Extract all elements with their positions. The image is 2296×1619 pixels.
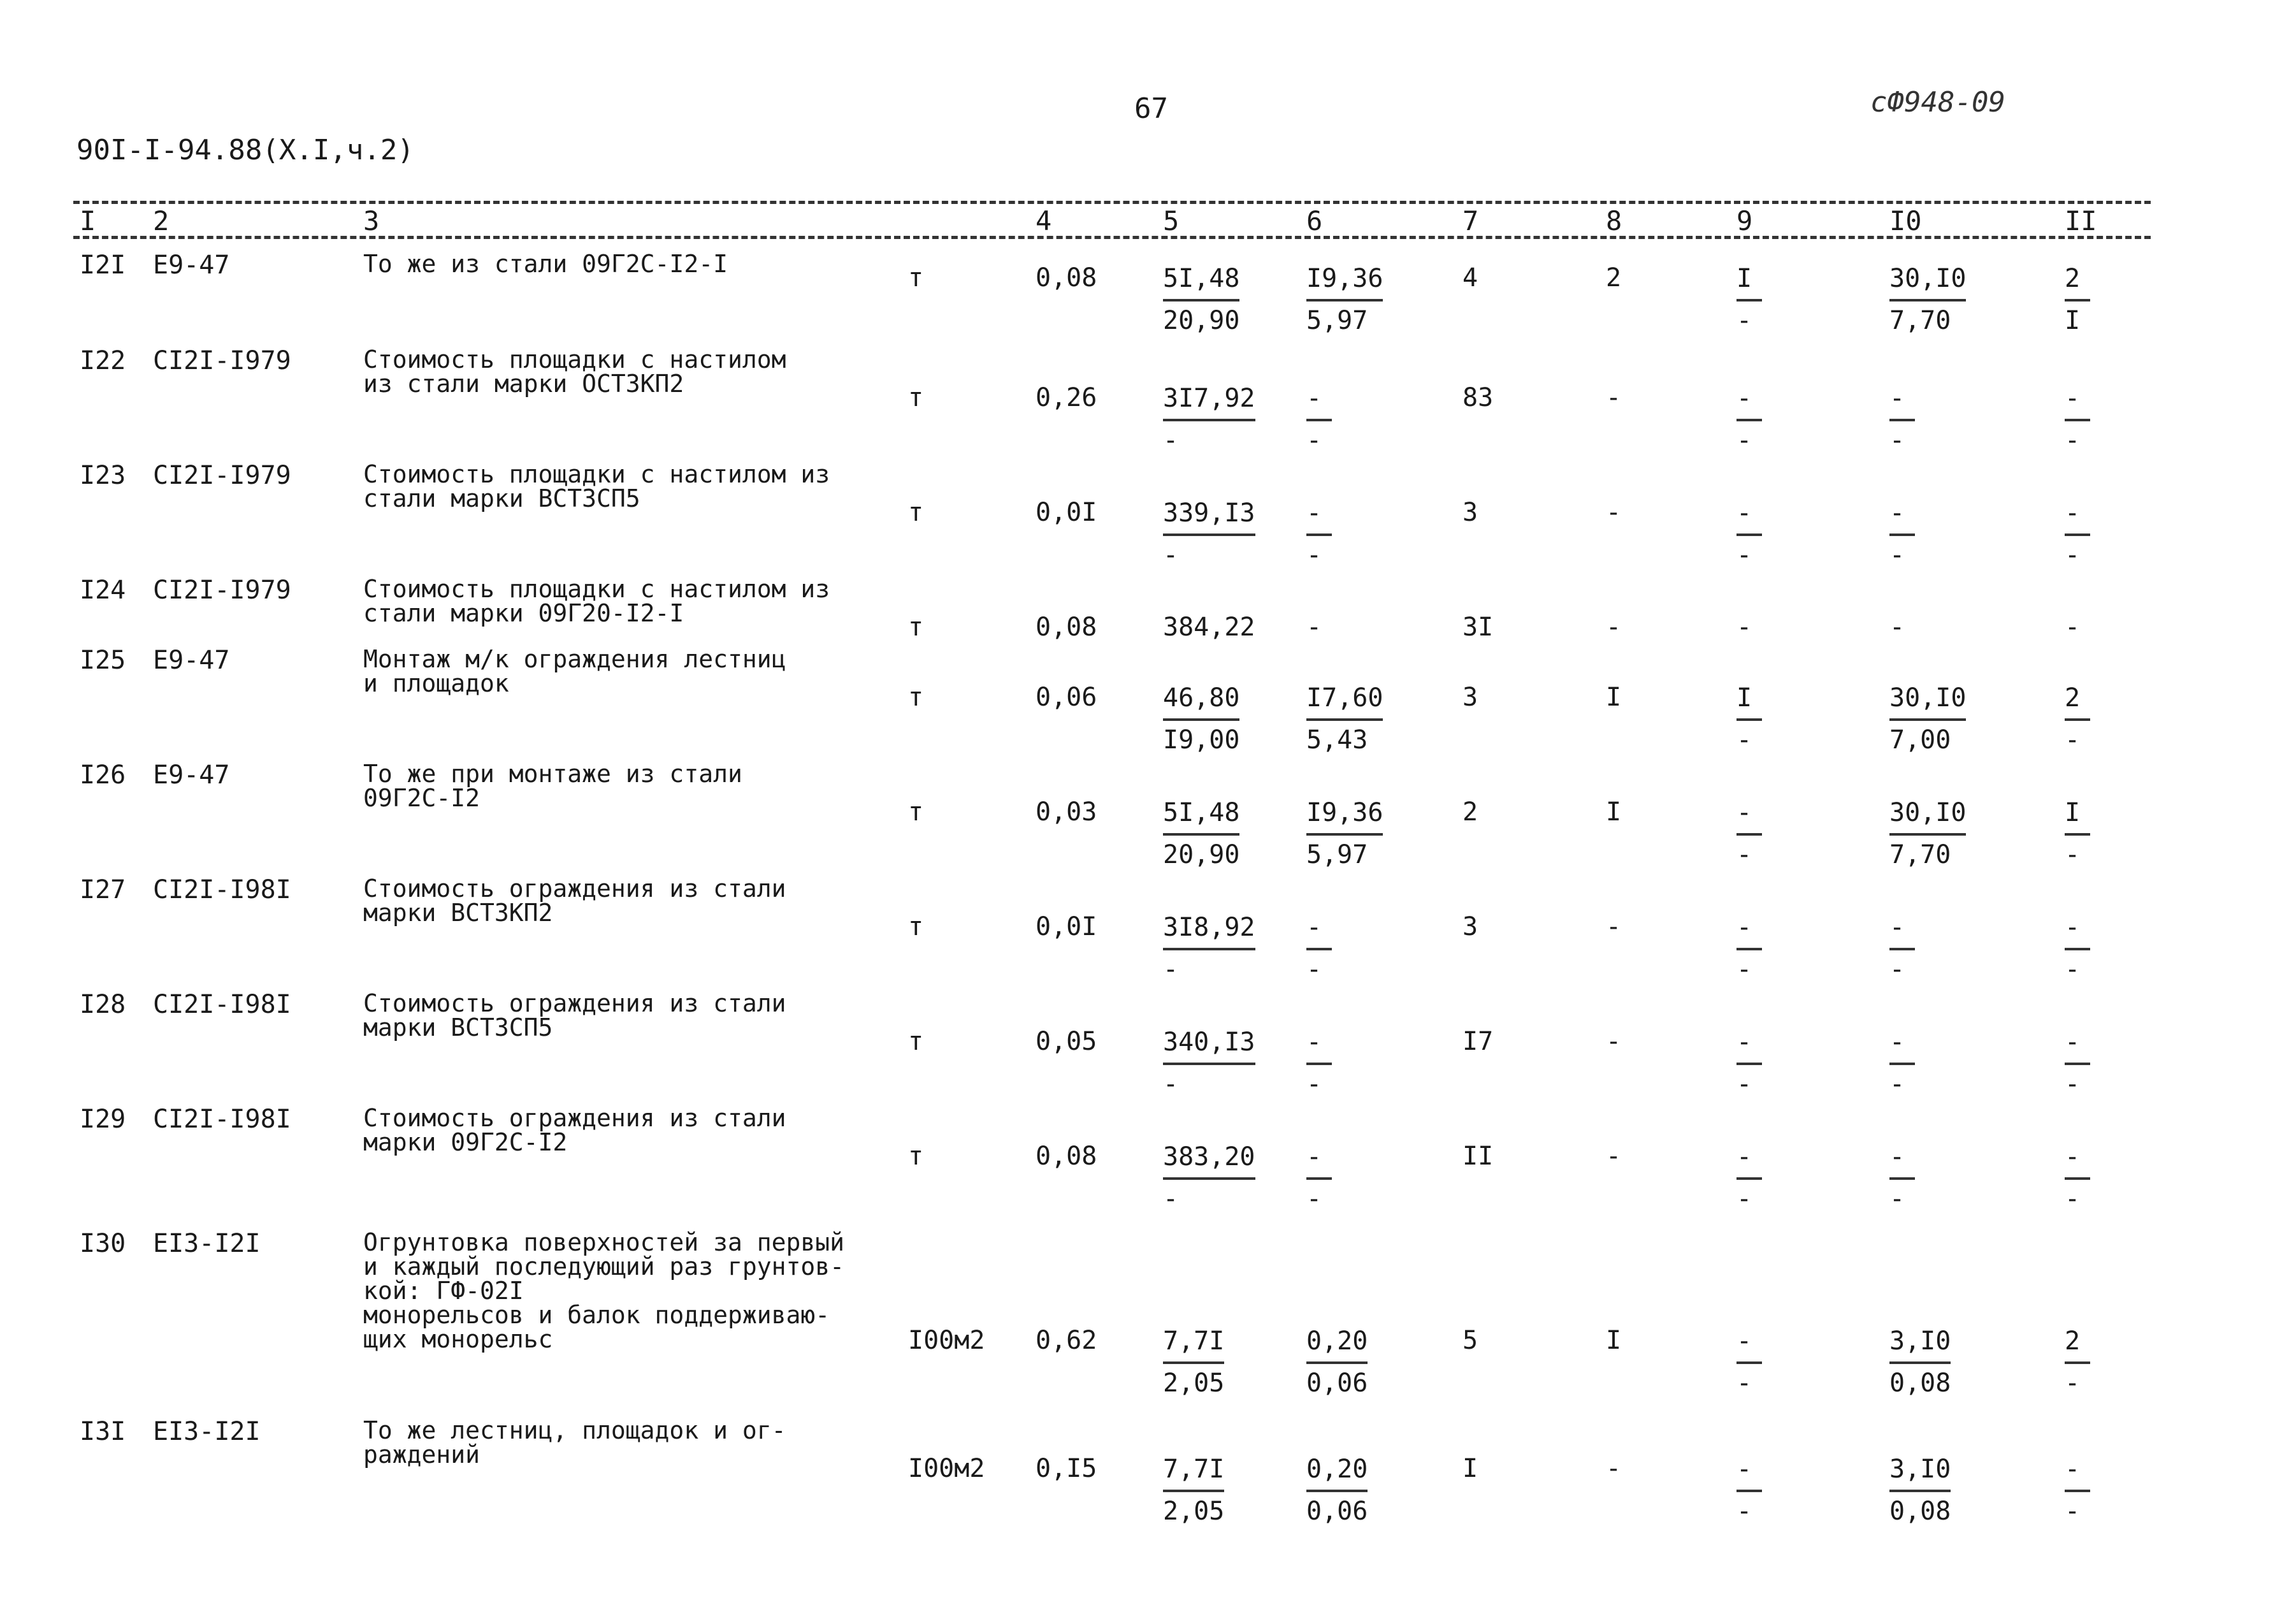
- work-description: Монтаж м/к ограждения лестниц и площадок: [363, 645, 786, 697]
- col6-value-numerator: -: [1306, 384, 1332, 421]
- col11-value: [2065, 265, 2160, 335]
- col7-value: 3: [1462, 683, 1478, 712]
- col10-value-numerator: 3,I0: [1889, 1455, 1951, 1492]
- col9-value-denominator: -: [1736, 1184, 1752, 1214]
- col8-value: -: [1606, 1142, 1622, 1171]
- col10-value: [1889, 265, 1985, 335]
- unit: т: [908, 1027, 924, 1056]
- unit: т: [908, 912, 924, 941]
- col5-value-denominator: 2,05: [1163, 1497, 1225, 1526]
- col10-value-denominator: 7,70: [1889, 840, 1951, 869]
- document-code: 90I-I-94.88(X.I,ч.2): [76, 134, 414, 166]
- col11-value-denominator: -: [2065, 1184, 2081, 1214]
- col11-value-numerator: -: [2065, 1455, 2090, 1492]
- col5-value: [1163, 799, 1259, 869]
- col6-value: -: [1306, 613, 1322, 642]
- col10-value: [1889, 1455, 1985, 1525]
- col11-value: [2065, 913, 2160, 984]
- col9-value-numerator: -: [1736, 1028, 1762, 1065]
- col8-value: -: [1606, 1027, 1622, 1056]
- col5-value-denominator: -: [1163, 1184, 1179, 1214]
- col11-value-numerator: -: [2065, 913, 2090, 950]
- col11-value: [2065, 384, 2160, 454]
- row-number: I29: [80, 1105, 126, 1134]
- col10-value-denominator: -: [1889, 955, 1905, 984]
- col11-value: [2065, 799, 2160, 869]
- col10-value-denominator: 7,70: [1889, 306, 1951, 335]
- row-number: I2I: [80, 250, 126, 280]
- col10-value-numerator: 30,I0: [1889, 265, 1966, 301]
- col10-value-numerator: -: [1889, 1028, 1915, 1065]
- col5-value-denominator: -: [1163, 426, 1179, 455]
- column-header-2: 2: [153, 205, 170, 236]
- col6-value-denominator: 5,97: [1306, 306, 1368, 335]
- column-header-3: 3: [363, 205, 380, 236]
- col7-value: 3: [1462, 498, 1478, 527]
- unit: т: [908, 613, 924, 642]
- table-top-rule: [73, 201, 2151, 204]
- col5-value-numerator: 3I7,92: [1163, 384, 1255, 421]
- col5-value-numerator: 3I8,92: [1163, 913, 1255, 950]
- col5-value: [1163, 913, 1259, 984]
- col11-value-denominator: -: [2065, 426, 2081, 455]
- col8-value: -: [1606, 1454, 1622, 1483]
- col9-value: [1736, 1327, 1832, 1397]
- col10-value-numerator: 3,I0: [1889, 1327, 1951, 1364]
- col6-value-numerator: -: [1306, 1028, 1332, 1065]
- col10-value-numerator: -: [1889, 913, 1915, 950]
- col9-value: [1736, 1455, 1832, 1525]
- work-description: То же лестниц, площадок и ог- раждений: [363, 1416, 786, 1469]
- col11-value: [2065, 1028, 2160, 1098]
- quantity: 0,08: [1036, 263, 1097, 293]
- rate-code: E9-47: [153, 250, 230, 280]
- col9-value-denominator: -: [1736, 1369, 1752, 1398]
- col8-value: -: [1606, 912, 1622, 941]
- col5-value: 384,22: [1163, 613, 1255, 642]
- work-description: Стоимость площадки с настилом из стали марки ВСТ3СП5: [363, 460, 830, 512]
- quantity: 0,I5: [1036, 1454, 1097, 1483]
- col6-value-denominator: -: [1306, 541, 1322, 570]
- col10-value-numerator: -: [1889, 384, 1915, 421]
- work-description: Стоимость площадки с настилом из стали марки ОСТ3КП2: [363, 345, 786, 398]
- col6-value: [1306, 1143, 1402, 1213]
- rate-code: E9-47: [153, 760, 230, 790]
- col9-value: [1736, 384, 1832, 454]
- quantity: 0,62: [1036, 1326, 1097, 1355]
- col10-value-denominator: -: [1889, 541, 1905, 570]
- col6-value-denominator: 5,43: [1306, 725, 1368, 755]
- quantity: 0,06: [1036, 683, 1097, 712]
- col9-value-denominator: -: [1736, 306, 1752, 335]
- col11-value: [2065, 1143, 2160, 1213]
- col11-value-numerator: 2: [2065, 1327, 2090, 1364]
- col10-value-denominator: -: [1889, 1070, 1905, 1099]
- col10-value: -: [1889, 613, 1905, 642]
- col10-value: [1889, 913, 1985, 984]
- col7-value: 3: [1462, 912, 1478, 941]
- column-header-7: 7: [1462, 205, 1479, 236]
- col9-value: [1736, 499, 1832, 569]
- row-number: I3I: [80, 1417, 126, 1446]
- unit: т: [908, 683, 924, 712]
- column-header-5: 5: [1163, 205, 1180, 236]
- col5-value-denominator: 20,90: [1163, 306, 1240, 335]
- col9-value-numerator: -: [1736, 1327, 1762, 1364]
- col9-value: [1736, 684, 1832, 754]
- rate-code: CI2I-I98I: [153, 1105, 291, 1134]
- col10-value: [1889, 684, 1985, 754]
- col11-value-numerator: -: [2065, 1028, 2090, 1065]
- col10-value-denominator: 0,08: [1889, 1369, 1951, 1398]
- quantity: 0,0I: [1036, 498, 1097, 527]
- col6-value-numerator: -: [1306, 499, 1332, 536]
- row-number: I23: [80, 461, 126, 490]
- col9-value-denominator: -: [1736, 840, 1752, 869]
- col11-value: [2065, 1327, 2160, 1397]
- row-number: I28: [80, 990, 126, 1019]
- col10-value-denominator: 0,08: [1889, 1497, 1951, 1526]
- col5-value-numerator: 339,I3: [1163, 499, 1255, 536]
- col6-value-denominator: -: [1306, 1070, 1322, 1099]
- quantity: 0,0I: [1036, 912, 1097, 941]
- rate-code: EI3-I2I: [153, 1229, 261, 1258]
- col9-value: [1736, 913, 1832, 984]
- work-description: Стоимость ограждения из стали марки 09Г2С-I2: [363, 1104, 786, 1156]
- col8-value: I: [1606, 1326, 1622, 1355]
- col6-value-denominator: 5,97: [1306, 840, 1368, 869]
- unit: I00м2: [908, 1326, 985, 1355]
- col5-value-numerator: 46,80: [1163, 684, 1239, 721]
- col6-value: [1306, 499, 1402, 569]
- col8-value: -: [1606, 498, 1622, 527]
- col11-value-denominator: -: [2065, 1497, 2081, 1526]
- col6-value-denominator: -: [1306, 1184, 1322, 1214]
- row-number: I27: [80, 875, 126, 904]
- col6-value-numerator: 0,20: [1306, 1327, 1368, 1364]
- col5-value-numerator: 5I,48: [1163, 799, 1239, 836]
- col9-value-denominator: -: [1736, 725, 1752, 755]
- col5-value: [1163, 1455, 1259, 1525]
- work-description: Стоимость ограждения из стали марки ВСТ3КП2: [363, 875, 786, 927]
- col11-value-numerator: -: [2065, 1143, 2090, 1180]
- col11-value: [2065, 1455, 2160, 1525]
- col8-value: -: [1606, 613, 1622, 642]
- col11-value: [2065, 499, 2160, 569]
- unit: т: [908, 498, 924, 527]
- col8-value: I: [1606, 797, 1622, 827]
- col11-value-numerator: I: [2065, 799, 2090, 836]
- col9-value-numerator: I: [1736, 265, 1762, 301]
- col5-value-numerator: 7,7I: [1163, 1455, 1224, 1492]
- col5-value-numerator: 7,7I: [1163, 1327, 1224, 1364]
- col5-value-denominator: -: [1163, 1070, 1179, 1099]
- col6-value: [1306, 1327, 1402, 1397]
- col11-value-denominator: -: [2065, 955, 2081, 984]
- col9-value: [1736, 799, 1832, 869]
- col7-value: 4: [1462, 263, 1478, 293]
- col5-value-numerator: 5I,48: [1163, 265, 1239, 301]
- unit: т: [908, 263, 924, 293]
- work-description: То же при монтаже из стали 09Г2С-I2: [363, 760, 742, 812]
- col9-value-numerator: -: [1736, 1143, 1762, 1180]
- col6-value: [1306, 265, 1402, 335]
- col8-value: I: [1606, 683, 1622, 712]
- quantity: 0,26: [1036, 383, 1097, 412]
- col5-value: [1163, 499, 1259, 569]
- col6-value: [1306, 1028, 1402, 1098]
- col11-value-numerator: -: [2065, 384, 2090, 421]
- rate-code: CI2I-I98I: [153, 875, 291, 904]
- col10-value-numerator: -: [1889, 1143, 1915, 1180]
- col5-value: [1163, 684, 1259, 754]
- col5-value: [1163, 265, 1259, 335]
- col6-value-numerator: -: [1306, 913, 1332, 950]
- col11-value-denominator: -: [2065, 1369, 2081, 1398]
- col6-value: [1306, 384, 1402, 454]
- row-number: I25: [80, 646, 126, 675]
- col6-value-numerator: I9,36: [1306, 799, 1383, 836]
- col6-value-denominator: 0,06: [1306, 1369, 1368, 1398]
- col10-value-denominator: -: [1889, 426, 1905, 455]
- quantity: 0,03: [1036, 797, 1097, 827]
- col7-value: I7: [1462, 1027, 1494, 1056]
- row-number: I26: [80, 760, 126, 790]
- col6-value-numerator: 0,20: [1306, 1455, 1368, 1492]
- column-header-8: 8: [1606, 205, 1622, 236]
- col10-value: [1889, 799, 1985, 869]
- col9-value-denominator: -: [1736, 1497, 1752, 1526]
- col9-value-numerator: -: [1736, 1455, 1762, 1492]
- col9-value-numerator: I: [1736, 684, 1762, 721]
- unit: т: [908, 1142, 924, 1171]
- col11-value-denominator: I: [2065, 306, 2081, 335]
- col6-value: [1306, 1455, 1402, 1525]
- column-header-9: 9: [1736, 205, 1753, 236]
- col10-value: [1889, 1143, 1985, 1213]
- col6-value: [1306, 913, 1402, 984]
- col7-value: 83: [1462, 383, 1494, 412]
- rate-code: E9-47: [153, 646, 230, 675]
- unit: т: [908, 797, 924, 827]
- row-number: I30: [80, 1229, 126, 1258]
- col5-value-numerator: 383,20: [1163, 1143, 1255, 1180]
- work-description: Огрунтовка поверхностей за первый и каждый последующий раз грунтов- кой: ГФ-02I монорельсов и балок поддерживаю- щих монорельс: [363, 1228, 844, 1353]
- col6-value: [1306, 799, 1402, 869]
- col11-value-numerator: 2: [2065, 265, 2090, 301]
- col9-value-numerator: -: [1736, 499, 1762, 536]
- col7-value: 2: [1462, 797, 1478, 827]
- col11-value-numerator: -: [2065, 499, 2090, 536]
- col9-value-denominator: -: [1736, 955, 1752, 984]
- work-description: Стоимость ограждения из стали марки ВСТ3СП5: [363, 989, 786, 1042]
- row-number: I22: [80, 346, 126, 375]
- col7-value: II: [1462, 1142, 1494, 1171]
- col10-value: [1889, 384, 1985, 454]
- col10-value-denominator: -: [1889, 1184, 1905, 1214]
- unit: I00м2: [908, 1454, 985, 1483]
- col5-value: [1163, 1143, 1259, 1213]
- col7-value: I: [1462, 1454, 1478, 1483]
- col10-value: [1889, 1327, 1985, 1397]
- col6-value-numerator: I9,36: [1306, 265, 1383, 301]
- col5-value-numerator: 340,I3: [1163, 1028, 1255, 1065]
- col7-value: 3I: [1462, 613, 1494, 642]
- row-number: I24: [80, 576, 126, 605]
- col9-value: [1736, 1143, 1832, 1213]
- column-header-4: 4: [1036, 205, 1052, 236]
- col11-value-denominator: -: [2065, 1070, 2081, 1099]
- col8-value: -: [1606, 383, 1622, 412]
- col11-value-denominator: -: [2065, 725, 2081, 755]
- quantity: 0,05: [1036, 1027, 1097, 1056]
- col9-value: [1736, 265, 1832, 335]
- col6-value-denominator: 0,06: [1306, 1497, 1368, 1526]
- rate-code: CI2I-I979: [153, 346, 291, 375]
- col11-value: [2065, 684, 2160, 754]
- column-header-1: I: [80, 205, 96, 236]
- page-number: 67: [1134, 92, 1168, 125]
- col10-value-numerator: -: [1889, 499, 1915, 536]
- col9-value: [1736, 1028, 1832, 1098]
- rate-code: CI2I-I98I: [153, 990, 291, 1019]
- rate-code: CI2I-I979: [153, 461, 291, 490]
- column-header-11: II: [2065, 205, 2097, 236]
- col5-value-denominator: 20,90: [1163, 840, 1240, 869]
- col5-value-denominator: -: [1163, 955, 1179, 984]
- col6-value-numerator: I7,60: [1306, 684, 1383, 721]
- archive-reference: сФ948-09: [1870, 86, 2005, 119]
- col6-value-denominator: -: [1306, 955, 1322, 984]
- col10-value-denominator: 7,00: [1889, 725, 1951, 755]
- col5-value: [1163, 1327, 1259, 1397]
- col11-value-denominator: -: [2065, 541, 2081, 570]
- col6-value-numerator: -: [1306, 1143, 1332, 1180]
- col9-value-denominator: -: [1736, 426, 1752, 455]
- col7-value: 5: [1462, 1326, 1478, 1355]
- column-header-10: I0: [1889, 205, 1922, 236]
- col11-value: -: [2065, 613, 2081, 642]
- col9-value-denominator: -: [1736, 1070, 1752, 1099]
- col11-value-numerator: 2: [2065, 684, 2090, 721]
- work-description: Стоимость площадки с настилом из стали марки 09Г20-I2-I: [363, 575, 830, 627]
- col9-value-numerator: -: [1736, 799, 1762, 836]
- col10-value: [1889, 1028, 1985, 1098]
- col6-value-denominator: -: [1306, 426, 1322, 455]
- quantity: 0,08: [1036, 613, 1097, 642]
- col9-value-numerator: -: [1736, 384, 1762, 421]
- col5-value-denominator: -: [1163, 541, 1179, 570]
- header-bottom-rule: [73, 236, 2151, 239]
- col10-value: [1889, 499, 1985, 569]
- col10-value-numerator: 30,I0: [1889, 684, 1966, 721]
- column-header-6: 6: [1306, 205, 1323, 236]
- col5-value-denominator: I9,00: [1163, 725, 1240, 755]
- rate-code: EI3-I2I: [153, 1417, 261, 1446]
- col9-value: -: [1736, 613, 1752, 642]
- rate-code: CI2I-I979: [153, 576, 291, 605]
- col5-value-denominator: 2,05: [1163, 1369, 1225, 1398]
- col5-value: [1163, 1028, 1259, 1098]
- col9-value-denominator: -: [1736, 541, 1752, 570]
- quantity: 0,08: [1036, 1142, 1097, 1171]
- col5-value: [1163, 384, 1259, 454]
- work-description: То же из стали 09Г2С-I2-I: [363, 250, 728, 278]
- unit: т: [908, 383, 924, 412]
- col11-value-denominator: -: [2065, 840, 2081, 869]
- col8-value: 2: [1606, 263, 1622, 293]
- col10-value-numerator: 30,I0: [1889, 799, 1966, 836]
- col9-value-numerator: -: [1736, 913, 1762, 950]
- col6-value: [1306, 684, 1402, 754]
